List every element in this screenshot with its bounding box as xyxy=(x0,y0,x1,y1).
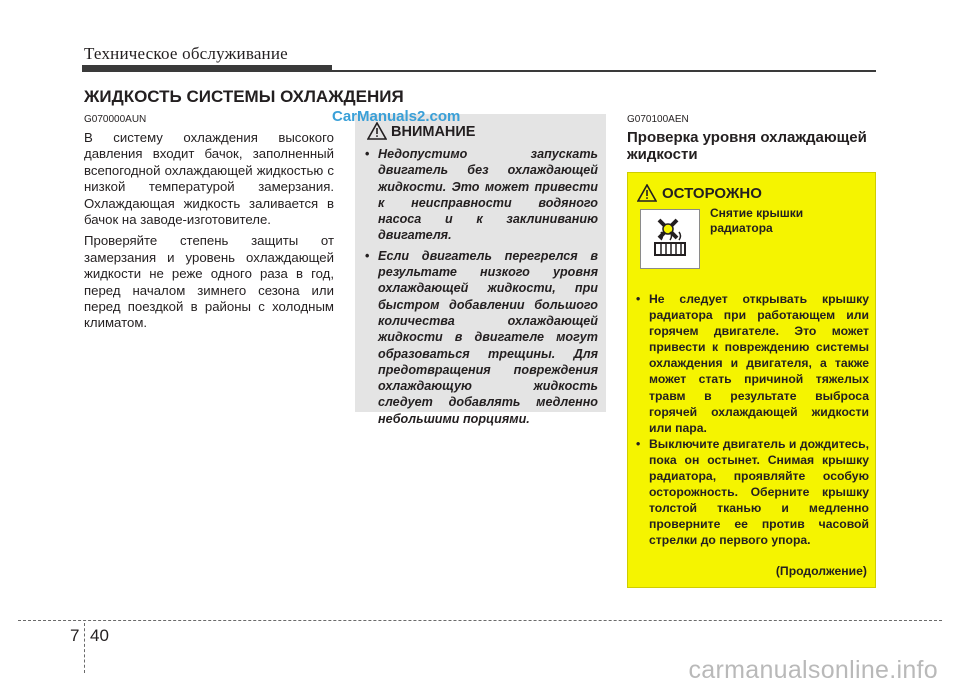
warning-heading: ВНИМАНИЕ xyxy=(391,124,476,140)
caution-list xyxy=(636,291,869,549)
footer-rule xyxy=(18,620,942,621)
header-title: Техническое обслуживание xyxy=(84,44,288,63)
caution-heading: ОСТОРОЖНО xyxy=(662,185,762,202)
warning-item: • Если двигатель перегрелся в результате низкого уровня охлаждающей жидкости, при быстром добавлении большого количества охлаждающей жидкости в двигателе могут образоваться трещины. Для предотвращения повреждения охлаждающую жидкость следует добавлять медленно небольшими порциями. xyxy=(365,248,598,427)
section-code: G070100AEN xyxy=(627,114,689,125)
section-title: ЖИДКОСТЬ СИСТЕМЫ ОХЛАЖДЕНИЯ xyxy=(84,87,404,106)
caution-item: • Не следует открывать крышку радиатора при работающем или горячем двигателе. Это может привести к повреждению системы охлаждения и двигателя, а также может стать причиной тяжелых травм в результате выброса горячей охлаждающей жидкости или пара. xyxy=(636,291,869,436)
watermark-link[interactable]: CarManuals2.com xyxy=(332,108,461,125)
section-code: G070000AUN xyxy=(84,114,147,125)
page-number: 40 xyxy=(90,626,109,645)
caution-box xyxy=(627,172,876,588)
warning-list xyxy=(365,146,598,431)
continued-label: (Продолжение) xyxy=(775,564,867,578)
paragraph: Проверяйте степень защиты от замерзания и уровень охлаждающей жидкости не реже одного раза в год, перед началом зимнего сезона или перед поездкой в районы с холодным климатом. xyxy=(84,233,334,331)
subsection-title: Проверка уровня охлаждающей жидкости xyxy=(627,129,867,163)
footer-divider xyxy=(84,623,85,673)
hot-radiator-no-open-icon xyxy=(641,210,699,268)
image-caption: Снятие крышки радиатора xyxy=(710,206,804,235)
header-bar xyxy=(82,65,332,72)
chapter-number: 7 xyxy=(70,626,80,645)
caution-icon xyxy=(637,184,657,202)
warning-box xyxy=(355,114,606,426)
header-rule xyxy=(332,70,876,72)
footer-watermark[interactable]: carmanualsonline.info xyxy=(688,656,938,684)
column-intro xyxy=(84,114,334,337)
caution-item: • Выключите двигатель и дождитесь, пока он остынет. Снимая крышку радиатора, проявляйте особую осторожность. Оберните крышку толстой тканью и медленно проверните ее против часовой стрелки до первого упора. xyxy=(636,436,869,549)
paragraph: В систему охлаждения высокого давления входит бачок, заполненный всепогодной охлаждающей жидкостью с низкой температурой замерзания. Охлаждающая жидкость заливается в бачок на заводе-изготовителе. xyxy=(84,130,334,228)
image-box xyxy=(640,209,700,269)
warning-item: • Недопустимо запускать двигатель без охлаждающей жидкости. Это может привести к неисправности водяного насоса и к заклиниванию двигателя. xyxy=(365,146,598,244)
